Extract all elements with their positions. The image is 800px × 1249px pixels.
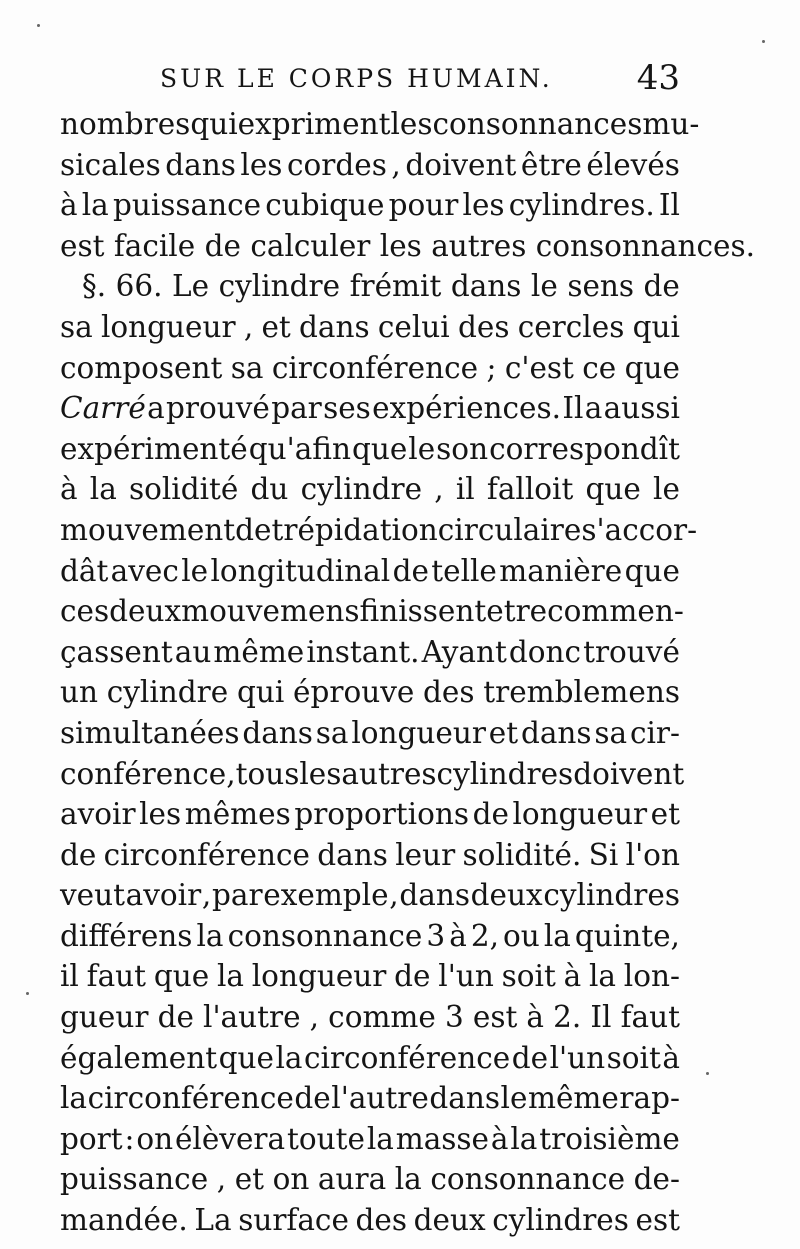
word: le — [530, 269, 558, 304]
word: dans — [399, 878, 470, 913]
word: la — [394, 1162, 422, 1197]
word: Le — [172, 269, 210, 304]
word: à — [563, 959, 582, 994]
text-line — [60, 754, 685, 795]
word: qui — [190, 107, 238, 141]
word: mu- — [642, 107, 700, 141]
word: , — [391, 147, 401, 182]
word: 66. — [115, 269, 163, 304]
text-line — [60, 226, 756, 267]
word: composent — [60, 350, 223, 385]
word: à — [490, 1121, 509, 1156]
word: différens — [60, 918, 193, 953]
word: Si — [588, 837, 619, 872]
word: puissance — [60, 1162, 209, 1197]
word: 3 — [444, 1000, 464, 1035]
word: autres — [341, 756, 437, 791]
word: dans — [429, 1081, 500, 1116]
word: çassent — [60, 634, 173, 669]
word: à — [60, 188, 78, 223]
word: La — [194, 1203, 232, 1238]
margin-speck — [706, 1072, 709, 1075]
text-line — [60, 835, 680, 876]
word: falloit — [486, 472, 574, 507]
word: gueur — [60, 1000, 149, 1035]
word: dât — [60, 553, 109, 588]
word: doivent — [573, 756, 685, 791]
text-line — [60, 794, 680, 835]
word: de- — [633, 1162, 680, 1197]
word: un — [60, 675, 98, 710]
word: à — [662, 1040, 680, 1075]
word: faut — [86, 959, 147, 994]
text-line — [60, 185, 680, 226]
word: avec — [110, 553, 179, 588]
word: , — [434, 472, 444, 507]
word: facile — [113, 228, 196, 263]
word: les — [139, 797, 182, 832]
word: même — [528, 1081, 619, 1116]
word: a — [147, 391, 165, 426]
word: calculer — [250, 228, 371, 263]
word: la — [366, 1121, 394, 1156]
word: §. — [82, 269, 107, 304]
word: circonférence — [103, 837, 310, 872]
word: faut — [620, 1000, 680, 1035]
word: circulaire — [437, 512, 582, 547]
word: longueur — [100, 309, 236, 344]
word: des — [355, 1203, 408, 1238]
word: dans — [450, 269, 522, 304]
word: dans — [520, 715, 592, 750]
margin-speck — [26, 992, 29, 995]
word: sa — [230, 350, 264, 385]
word-space — [195, 226, 204, 267]
word: dans — [317, 837, 388, 872]
word: de — [60, 837, 97, 872]
word: instant. — [306, 634, 420, 669]
word: dans — [242, 715, 313, 750]
word-space — [526, 226, 535, 267]
word-space — [104, 226, 113, 267]
word: tous — [235, 756, 300, 791]
word: cordes — [286, 147, 387, 182]
word: soit — [501, 959, 556, 994]
word: sicales — [60, 147, 161, 182]
word: qui — [632, 309, 680, 344]
word: tremblemens — [483, 675, 680, 710]
word: par — [212, 878, 263, 913]
text-line — [60, 145, 680, 186]
word: exemple — [263, 878, 389, 913]
word: a — [584, 391, 603, 426]
word: que — [351, 431, 408, 466]
word: de — [643, 269, 680, 304]
word: longueur — [251, 959, 387, 994]
text-line — [60, 104, 700, 145]
word: : — [124, 1121, 135, 1156]
word: et — [234, 1162, 265, 1197]
word: manière — [499, 553, 623, 588]
word: , — [226, 756, 236, 791]
word: aussi — [603, 391, 680, 426]
word: aura — [317, 1162, 387, 1197]
word: cylindres. — [508, 188, 655, 223]
word: Il — [658, 188, 680, 223]
word: lon- — [623, 959, 680, 994]
text-line — [60, 1119, 680, 1160]
word: , — [201, 878, 212, 913]
word: trépidation — [271, 512, 438, 547]
word: solidité — [128, 472, 239, 507]
word: ce — [582, 350, 617, 385]
word: qu'afin — [248, 431, 351, 466]
word: et — [488, 715, 519, 750]
word: circonférence — [271, 350, 479, 385]
word: telle — [431, 553, 497, 588]
word: l'autre — [203, 1000, 301, 1035]
word: que — [624, 350, 680, 385]
text-line — [60, 1078, 680, 1119]
word: nombres — [60, 107, 191, 141]
word: il — [455, 472, 475, 507]
word: l'on — [625, 837, 680, 872]
word: cylindres — [436, 756, 574, 791]
word: , — [389, 878, 399, 913]
word: donc — [508, 634, 582, 669]
text-line — [60, 388, 680, 429]
word: la — [89, 472, 117, 507]
text-line — [60, 632, 680, 673]
word: correspondît — [489, 431, 680, 466]
word: longitudinal — [210, 553, 391, 588]
word: trouvé — [583, 634, 680, 669]
word: par — [271, 391, 322, 426]
word: cercles — [517, 309, 625, 344]
word: veut — [60, 878, 125, 913]
text-line — [60, 1200, 680, 1241]
word: simultanées — [60, 715, 240, 750]
word: la — [196, 918, 224, 953]
word: sa — [594, 715, 628, 750]
word: la — [543, 918, 571, 953]
word: son — [436, 431, 489, 466]
word: les — [390, 107, 433, 141]
word: le — [408, 431, 436, 466]
word: de — [472, 797, 509, 832]
word: s'accor- — [581, 512, 698, 547]
margin-speck — [762, 40, 765, 43]
word: la — [275, 1040, 303, 1075]
text-line — [60, 429, 680, 470]
text-line — [60, 266, 680, 307]
word: ; — [486, 350, 497, 385]
word-space — [241, 226, 250, 267]
text-line — [60, 1038, 680, 1079]
word: au — [174, 634, 212, 669]
word: est — [635, 1203, 680, 1238]
word: et — [486, 594, 516, 629]
word: cir- — [629, 715, 680, 750]
word: expérimenté — [60, 431, 248, 466]
word-space — [422, 226, 431, 267]
word: le — [653, 472, 680, 507]
word: longueur — [512, 797, 648, 832]
word-space — [370, 226, 379, 267]
word: et — [650, 797, 680, 832]
word: leur — [395, 837, 456, 872]
word: que — [153, 959, 210, 994]
word: consonnance — [227, 918, 423, 953]
word: circonférence — [87, 1081, 294, 1116]
word: toute — [287, 1121, 365, 1156]
word: Il — [590, 1000, 612, 1035]
word: des — [423, 675, 475, 710]
word: recommen- — [515, 594, 684, 629]
word: mouvemens — [181, 594, 360, 629]
word: que — [585, 472, 641, 507]
word: longueur — [351, 715, 486, 750]
word: mouvement — [60, 512, 236, 547]
text-line — [60, 307, 680, 348]
body-text — [60, 104, 756, 1241]
page-number: 43 — [636, 58, 680, 98]
word: à — [449, 918, 467, 953]
word: avoir — [60, 797, 136, 832]
word: troisième — [539, 1121, 680, 1156]
word: de — [294, 1081, 331, 1116]
word: , — [309, 1000, 320, 1035]
word: des — [457, 309, 510, 344]
word: 3 — [426, 918, 446, 953]
word: la — [216, 959, 244, 994]
word: ses — [323, 391, 371, 426]
word: cylindres — [543, 878, 680, 913]
word: les — [240, 147, 283, 182]
word: de — [235, 512, 272, 547]
word: que — [218, 1040, 274, 1075]
margin-speck — [37, 24, 40, 27]
word: rap- — [619, 1081, 680, 1116]
word: proportions — [294, 797, 469, 832]
word: conférence — [60, 756, 227, 791]
word: l'autre — [331, 1081, 429, 1116]
word: sa — [60, 309, 93, 344]
word: autres — [431, 228, 527, 263]
word: prouvé — [166, 391, 270, 426]
word: consonnance — [430, 1162, 626, 1197]
word: deux — [413, 1203, 486, 1238]
word: que — [624, 553, 680, 588]
word: élevés — [586, 147, 680, 182]
word: solidité. — [462, 837, 582, 872]
text-line — [60, 510, 698, 551]
word: ces — [60, 594, 110, 629]
word: mandée. — [60, 1203, 188, 1238]
word: qui — [236, 675, 285, 710]
word: dans — [299, 309, 370, 344]
word: la — [81, 188, 109, 223]
word: sa — [315, 715, 349, 750]
word: l'un — [549, 1040, 606, 1075]
page-header — [60, 60, 680, 100]
word: la — [588, 959, 617, 994]
word: cylindre — [300, 472, 423, 507]
word: consonnances — [432, 107, 643, 141]
word: et — [261, 309, 291, 344]
word: soit — [606, 1040, 661, 1075]
word: surface — [238, 1203, 349, 1238]
word: frémit — [349, 269, 442, 304]
word: il — [60, 959, 79, 994]
word: le — [500, 1081, 528, 1116]
text-line — [60, 956, 680, 997]
word: la — [510, 1121, 538, 1156]
word: cylindres — [492, 1203, 629, 1238]
word: dans — [165, 147, 236, 182]
word: de — [157, 1000, 194, 1035]
word: la — [60, 1081, 88, 1116]
word: les — [379, 228, 422, 263]
word: on — [272, 1162, 310, 1197]
text-line — [60, 348, 680, 389]
word: du — [250, 472, 289, 507]
word: comme — [328, 1000, 436, 1035]
word: sens — [567, 269, 635, 304]
word: deux — [470, 878, 543, 913]
running-head: SUR LE CORPS HUMAIN. — [160, 64, 553, 93]
word: cubique — [265, 188, 385, 223]
word: 2. — [553, 1000, 582, 1035]
word: cylindre — [106, 675, 229, 710]
word: 2, — [470, 918, 499, 953]
word: c'est — [504, 350, 574, 385]
word: élèvera — [174, 1121, 286, 1156]
word: deux — [109, 594, 182, 629]
text-line — [60, 551, 680, 592]
word: être — [520, 147, 582, 182]
text-line — [60, 1159, 680, 1200]
text-line — [60, 713, 680, 754]
word: de — [511, 1040, 549, 1075]
word: Carré — [60, 391, 146, 426]
word: expriment — [237, 107, 391, 141]
text-line — [60, 672, 680, 713]
word: , — [216, 1162, 227, 1197]
word: à — [60, 472, 78, 507]
text-line — [60, 916, 680, 957]
word: expériences. — [372, 391, 562, 426]
word: pour — [388, 188, 459, 223]
word: même — [213, 634, 305, 669]
word: les — [462, 188, 505, 223]
word: Il — [562, 391, 584, 426]
word: puissance — [112, 188, 262, 223]
word: de — [394, 959, 431, 994]
word: de — [204, 228, 241, 263]
word: est — [472, 1000, 518, 1035]
word: , — [243, 309, 254, 344]
word: port — [60, 1121, 123, 1156]
word: on — [136, 1121, 174, 1156]
word: le — [181, 553, 209, 588]
text-line — [60, 875, 680, 916]
word: doivent — [405, 147, 517, 182]
word: est — [60, 228, 105, 263]
word: consonnances. — [535, 228, 756, 263]
word: Ayant — [421, 634, 507, 669]
word: quinte, — [574, 918, 680, 953]
word: les — [299, 756, 342, 791]
word: mêmes — [184, 797, 291, 832]
word: également — [60, 1040, 218, 1075]
text-line — [60, 469, 680, 510]
word: de — [392, 553, 429, 588]
word: avoir — [125, 878, 202, 913]
text-line — [60, 591, 684, 632]
word: celui — [377, 309, 450, 344]
text-line — [60, 997, 680, 1038]
word: cylindre — [218, 269, 341, 304]
word: ou — [503, 918, 540, 953]
word: éprouve — [293, 675, 415, 710]
word: finissent — [359, 594, 487, 629]
word: circonférence — [303, 1040, 511, 1075]
word: masse — [395, 1121, 490, 1156]
word: à — [526, 1000, 545, 1035]
word: l'un — [438, 959, 494, 994]
